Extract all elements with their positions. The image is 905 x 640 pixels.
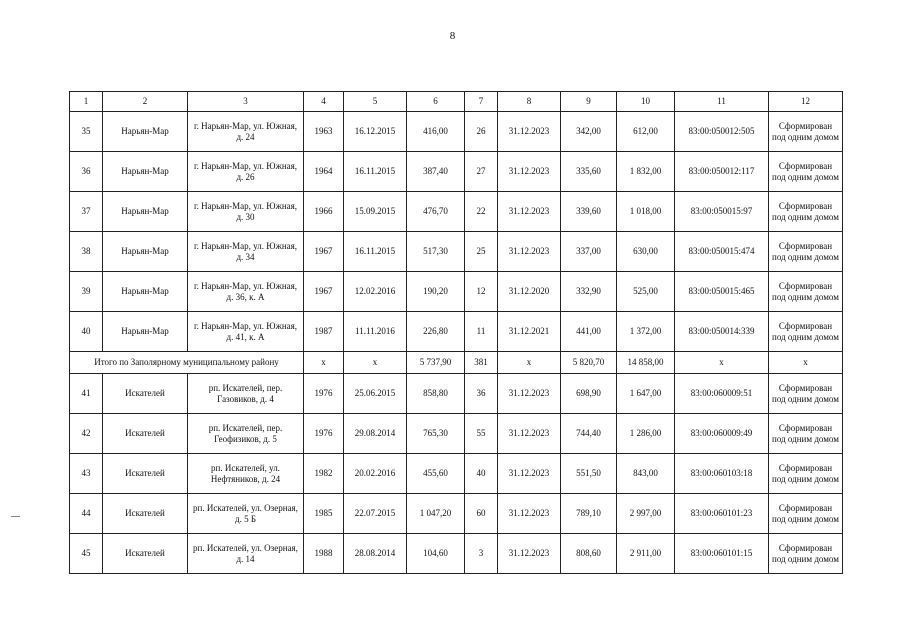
table-cell: 630,00 [617,232,675,272]
total-cell: х [769,352,843,374]
table-cell: 1976 [304,374,344,414]
table-cell: 612,00 [617,112,675,152]
table-cell: 25.06.2015 [344,374,407,414]
table-row [70,312,843,352]
total-cell: х [304,352,344,374]
column-header: 11 [675,92,769,112]
table-cell: 31.12.2023 [498,374,561,414]
table-header-row [70,92,843,112]
table-cell: 337,00 [561,232,617,272]
table-row [70,152,843,192]
table-cell: 22.07.2015 [344,494,407,534]
table-cell: г. Нарьян-Мар, ул. Южная, д. 36, к. А [188,272,304,312]
table-cell: 40 [465,454,498,494]
column-header: 2 [103,92,188,112]
table-cell: 36 [70,152,103,192]
table-cell: Искателей [103,414,188,454]
table-cell: рп. Искателей, ул. Нефтяников, д. 24 [188,454,304,494]
column-header: 8 [498,92,561,112]
table-cell: г. Нарьян-Мар, ул. Южная, д. 41, к. А [188,312,304,352]
table-cell: 25 [465,232,498,272]
table-cell: 60 [465,494,498,534]
table-cell: Искателей [103,494,188,534]
table-row [70,272,843,312]
page-number: 8 [449,30,456,42]
table-cell: 31.12.2023 [498,494,561,534]
table-cell: 39 [70,272,103,312]
table-cell: 551,50 [561,454,617,494]
table-cell: 1 372,00 [617,312,675,352]
table-cell: 517,30 [407,232,465,272]
table-cell: Сформирован под одним домом [769,454,843,494]
table-cell: 83:00:060009:51 [675,374,769,414]
table-cell: 3 [465,534,498,574]
table-cell: 83:00:060101:23 [675,494,769,534]
table-cell: 1 832,00 [617,152,675,192]
table-cell: 525,00 [617,272,675,312]
table-row [70,112,843,152]
table-cell: 1 047,20 [407,494,465,534]
table-row [70,494,843,534]
table-cell: 1987 [304,312,344,352]
table-cell: 339,60 [561,192,617,232]
table-cell: рп. Искателей, ул. Озерная, д. 14 [188,534,304,574]
table-cell: 11.11.2016 [344,312,407,352]
table-cell: 31.12.2023 [498,534,561,574]
table-cell: Искателей [103,454,188,494]
table-cell: рп. Искателей, ул. Озерная, д. 5 Б [188,494,304,534]
table-cell: Сформирован под одним домом [769,414,843,454]
table-cell: 476,70 [407,192,465,232]
table-cell: Сформирован под одним домом [769,494,843,534]
margin-mark [11,516,20,517]
table-cell: 441,00 [561,312,617,352]
table-cell: 41 [70,374,103,414]
column-header: 5 [344,92,407,112]
table-cell: 31.12.2023 [498,112,561,152]
table-cell: г. Нарьян-Мар, ул. Южная, д. 34 [188,232,304,272]
table-cell: 104,60 [407,534,465,574]
table-cell: 83:00:050014:339 [675,312,769,352]
table-cell: г. Нарьян-Мар, ул. Южная, д. 30 [188,192,304,232]
table-cell: 190,20 [407,272,465,312]
housing-registry-table [69,91,843,574]
table-cell: 843,00 [617,454,675,494]
table-cell: Сформирован под одним домом [769,272,843,312]
table-cell: 1976 [304,414,344,454]
table-cell: 11 [465,312,498,352]
table-cell: рп. Искателей, пер. Геофизиков, д. 5 [188,414,304,454]
table-cell: Сформирован под одним домом [769,192,843,232]
table-cell: 83:00:060101:15 [675,534,769,574]
column-header: 1 [70,92,103,112]
table-cell: Нарьян-Мар [103,112,188,152]
table-cell: Сформирован под одним домом [769,534,843,574]
table-cell: 16.11.2015 [344,152,407,192]
table-cell: Сформирован под одним домом [769,312,843,352]
table-cell: 83:00:050012:505 [675,112,769,152]
column-header: 6 [407,92,465,112]
table-row [70,414,843,454]
table-cell: Сформирован под одним домом [769,232,843,272]
table-cell: 26 [465,112,498,152]
table-cell: 22 [465,192,498,232]
table-cell: рп. Искателей, пер. Газовиков, д. 4 [188,374,304,414]
column-header: 3 [188,92,304,112]
table-cell: 1988 [304,534,344,574]
table-row [70,454,843,494]
table-row [70,534,843,574]
table-cell: 42 [70,414,103,454]
total-cell: 5 737,90 [407,352,465,374]
table-cell: Искателей [103,374,188,414]
table-cell: 15.09.2015 [344,192,407,232]
table-cell: 83:00:050015:97 [675,192,769,232]
table-cell: 29.08.2014 [344,414,407,454]
table-cell: 387,40 [407,152,465,192]
table-cell: 2 911,00 [617,534,675,574]
table-cell: 332,90 [561,272,617,312]
table-cell: 1 018,00 [617,192,675,232]
table-cell: 44 [70,494,103,534]
table-cell: 83:00:050015:465 [675,272,769,312]
table-cell: 1985 [304,494,344,534]
table-cell: 38 [70,232,103,272]
table-cell: 1 647,00 [617,374,675,414]
total-cell: 381 [465,352,498,374]
table-cell: 45 [70,534,103,574]
table-cell: 858,80 [407,374,465,414]
table-cell: Сформирован под одним домом [769,152,843,192]
table-cell: 31.12.2023 [498,192,561,232]
table-cell: 1963 [304,112,344,152]
table-cell: 335,60 [561,152,617,192]
table-cell: 1966 [304,192,344,232]
table-cell: 765,30 [407,414,465,454]
table-cell: 744,40 [561,414,617,454]
table-cell: Нарьян-Мар [103,152,188,192]
table-cell: 83:00:060009:49 [675,414,769,454]
table-cell: 83:00:050012:117 [675,152,769,192]
table-cell: 1964 [304,152,344,192]
table-cell: 2 997,00 [617,494,675,534]
table-cell: 36 [465,374,498,414]
table-cell: 20.02.2016 [344,454,407,494]
total-cell: х [344,352,407,374]
column-header: 7 [465,92,498,112]
table-cell: 31.12.2020 [498,272,561,312]
table-cell: 12 [465,272,498,312]
table-cell: 55 [465,414,498,454]
table-cell: Нарьян-Мар [103,232,188,272]
table-cell: 31.12.2021 [498,312,561,352]
total-cell: 5 820,70 [561,352,617,374]
table-cell: 698,90 [561,374,617,414]
column-header: 10 [617,92,675,112]
table-cell: 83:00:060103:18 [675,454,769,494]
table-cell: 12.02.2016 [344,272,407,312]
table-row [70,374,843,414]
table-row [70,232,843,272]
table-cell: 83:00:050015:474 [675,232,769,272]
table-cell: 1 286,00 [617,414,675,454]
table-cell: 40 [70,312,103,352]
table-cell: 226,80 [407,312,465,352]
table-cell: 31.12.2023 [498,152,561,192]
table-cell: 808,60 [561,534,617,574]
column-header: 4 [304,92,344,112]
table-cell: Нарьян-Мар [103,272,188,312]
table-cell: 416,00 [407,112,465,152]
table-cell: Искателей [103,534,188,574]
table-cell: 31.12.2023 [498,454,561,494]
total-cell: х [498,352,561,374]
table-row [70,192,843,232]
column-header: 12 [769,92,843,112]
table-cell: г. Нарьян-Мар, ул. Южная, д. 24 [188,112,304,152]
total-row [70,352,843,374]
table-body [70,92,843,574]
table-cell: 31.12.2023 [498,232,561,272]
table-cell: 43 [70,454,103,494]
table-cell: Нарьян-Мар [103,192,188,232]
table-cell: г. Нарьян-Мар, ул. Южная, д. 26 [188,152,304,192]
table-cell: 1982 [304,454,344,494]
table-cell: 35 [70,112,103,152]
table-cell: Нарьян-Мар [103,312,188,352]
table-cell: 37 [70,192,103,232]
total-cell: 14 858,00 [617,352,675,374]
table-cell: 27 [465,152,498,192]
table-cell: 789,10 [561,494,617,534]
table-cell: 1967 [304,272,344,312]
table-cell: 455,60 [407,454,465,494]
table-cell: 16.12.2015 [344,112,407,152]
total-cell: х [675,352,769,374]
total-label: Итого по Заполярному муниципальному району [70,352,304,374]
table-cell: 1967 [304,232,344,272]
table-cell: 28.08.2014 [344,534,407,574]
table-cell: 342,00 [561,112,617,152]
table-cell: Сформирован под одним домом [769,374,843,414]
column-header: 9 [561,92,617,112]
table-cell: 16.11.2015 [344,232,407,272]
table-cell: 31.12.2023 [498,414,561,454]
table-cell: Сформирован под одним домом [769,112,843,152]
